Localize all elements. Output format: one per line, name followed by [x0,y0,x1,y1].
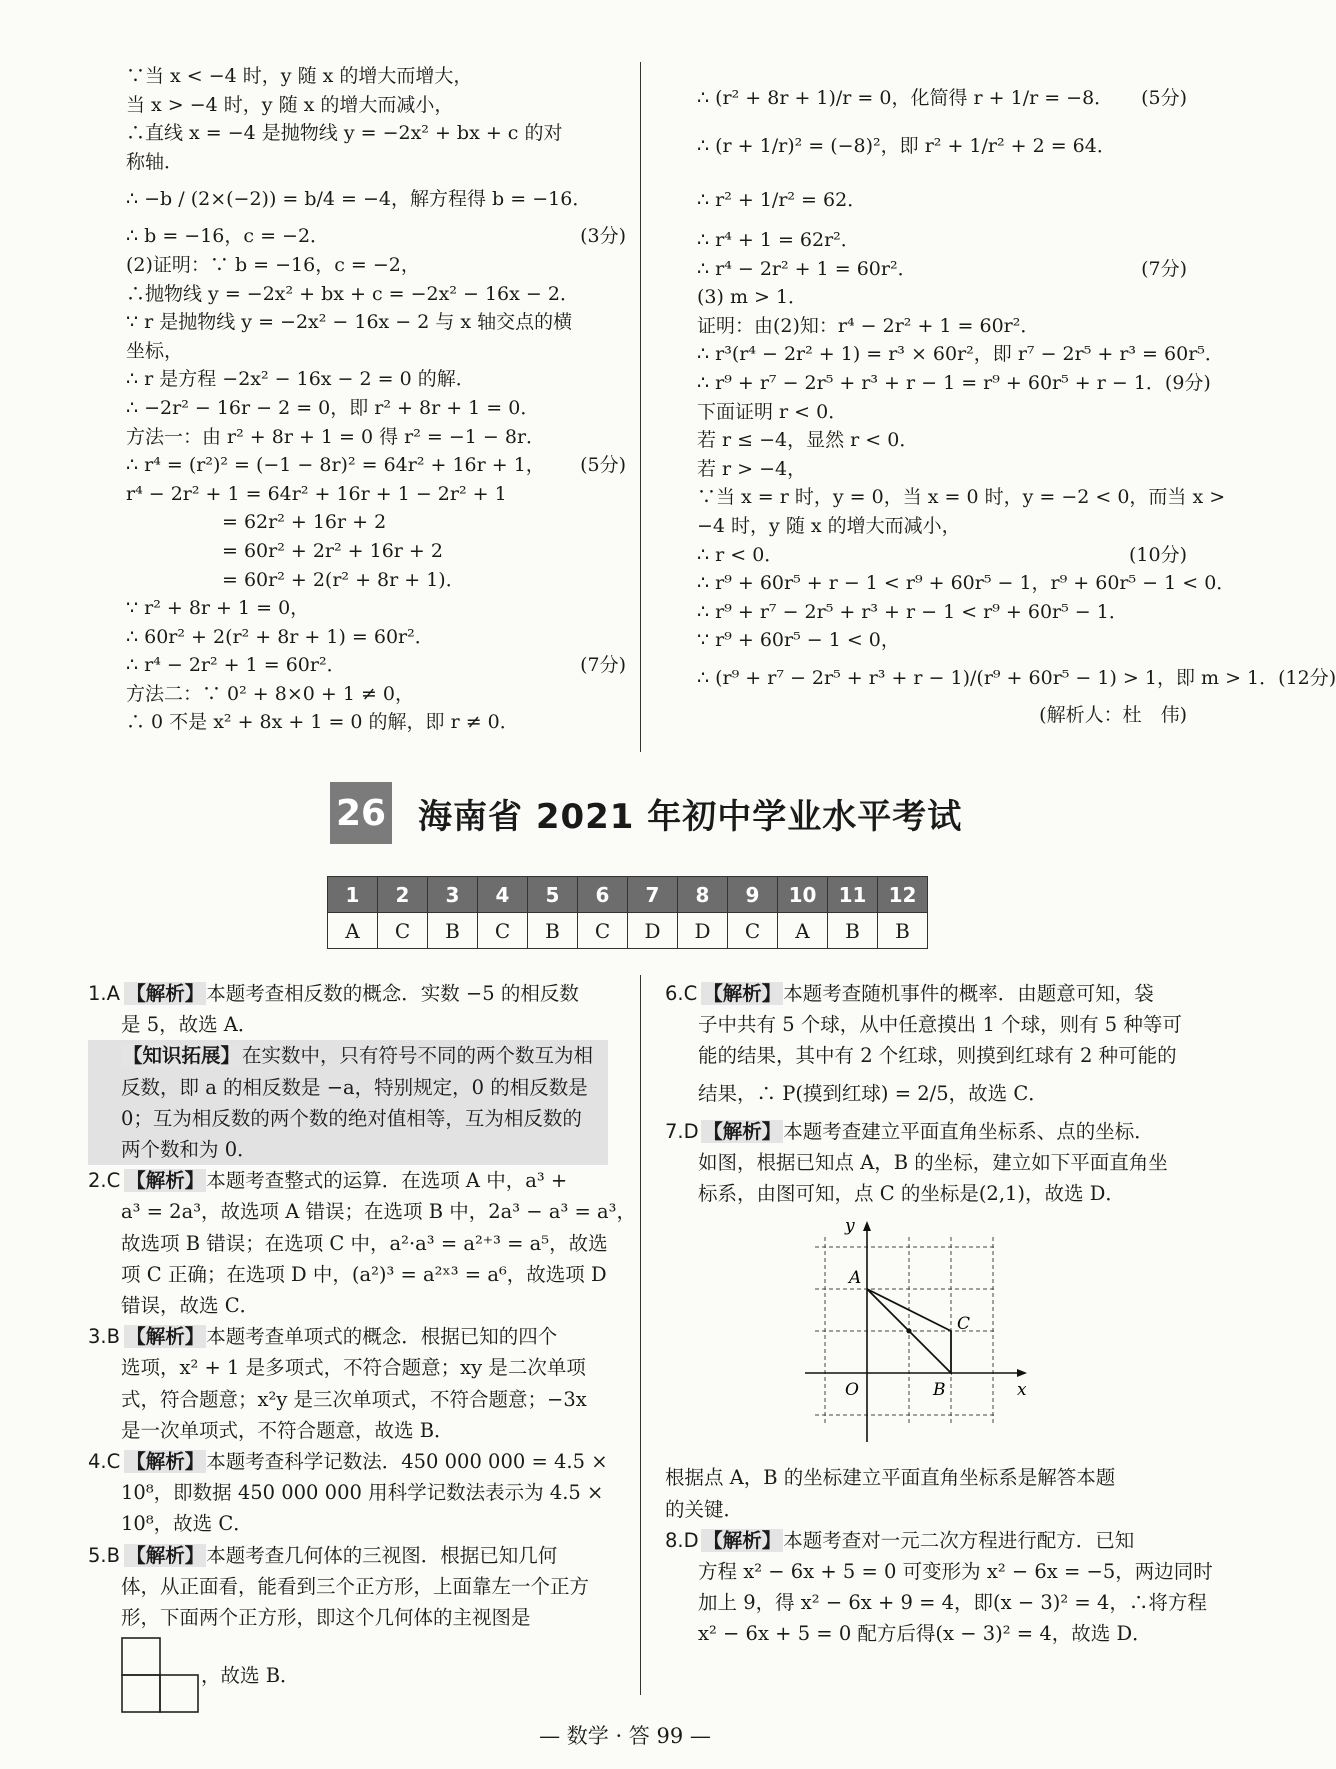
answer-cell: A [778,913,828,949]
midpoint-dot [907,1329,912,1334]
question-label: 8.D [665,1528,699,1552]
text-line: 若 r > −4， [697,457,807,480]
question-number-row [328,877,928,913]
question-number: 12 [878,877,928,913]
text-line: (3) m > 1． [697,286,808,309]
text-line: 若 r ≤ −4，显然 r < 0． [697,429,919,452]
answer-cell: B [428,913,478,949]
text-line-scored: ∴ r⁹ + r⁷ − 2r⁵ + r³ + r − 1 = r⁹ + 60r⁵ + r − 1． (9分) [697,369,1187,398]
question-label: 2.C [88,1169,121,1193]
page-footer: — 数学 · 答 99 — [539,1724,711,1748]
origin-label: O [845,1380,859,1401]
text-line: −4 时，y 随 x 的增大而减小， [697,514,961,537]
text-line: 坐标， [126,339,184,362]
text-line: 方法二：∵ 0² + 8×0 + 1 ≠ 0， [126,682,415,705]
text-line: ∴ 60r² + 2(r² + 8r + 1) = 60r²． [126,625,434,648]
question-number: 6 [578,877,628,913]
question-number: 2 [378,877,428,913]
question-number: 5 [528,877,578,913]
knowledge-extension: 【知识拓展】 在实数中，只有符号不同的两个数互为相 反数，即 a 的相反数是 −a，特别规定，0 的相反数是 0；互为相反数的两个数的绝对值相等，互为相反数的 两个数和为 0． [88,1040,608,1165]
text-line: 称轴． [126,150,184,173]
text-line: (2)证明：∵ b = −16，c = −2， [126,253,420,276]
author-credit: (解析人：杜 伟) [1039,703,1187,726]
score: (9分) [1164,371,1211,394]
bottom-right-square [160,1675,198,1712]
column-divider [640,62,641,752]
point-a-label: A [849,1268,862,1289]
analysis-tag: 【解析】 [703,1119,782,1143]
y-axis-label: y [845,1216,855,1237]
text-line-scored: ∴ r⁴ − 2r² + 1 = 60r²． (7分) [126,651,626,680]
score: (10分) [1128,543,1187,566]
question-label: 1.A [88,982,120,1005]
answer-cell: A [328,913,378,949]
score: (7分) [580,654,626,677]
coordinate-grid-figure [795,1217,1035,1447]
text-line: ∴ 0 不是 x² + 8x + 1 = 0 的解，即 r ≠ 0． [126,711,519,734]
score: (12分) [1278,666,1336,689]
x-axis-arrow [1017,1369,1027,1377]
answer-cell: B [878,913,928,949]
score: (7分) [1141,257,1187,280]
question-5: 5.B 【解析】 本题考查几何体的三视图．根据已知几何 体，从正面看，能看到三个正方形，上面靠左一个正方 形，下面两个正方形，即这个几何体的主视图是 ，故选 B． [88,1540,608,1714]
question-number: 11 [828,877,878,913]
text-line-scored: ∴ r⁴ − 2r² + 1 = 60r²． (7分) [697,255,1187,284]
column-divider [640,975,641,1695]
text-line: 当 x > −4 时，y 随 x 的增大而减小， [126,93,454,116]
answer-cell: B [528,913,578,949]
answer-cell: D [678,913,728,949]
question-label: 5.B [88,1543,120,1567]
question-6: 6.C 【解析】 本题考查随机事件的概率．由题意可知，袋 子中共有 5 个球，从中任意摸出 1 个球，则有 5 种等可 能的结果，其中有 2 个红球，则摸到红球有 2 种可能的 结果，∴ P(摸到红球) = 2/5，故选 C． [665,978,1190,1116]
explanations-right [665,978,1213,1650]
text-line-scored: ∴ (r⁹ + r⁷ − 2r⁵ + r³ + r − 1)/(r⁹ + 60r⁵ − 1) > 1，即 m > 1． (12分) [697,655,1187,701]
text-line: ∵当 x < −4 时，y 随 x 的增大而增大， [126,65,473,87]
analysis-tag: 【解析】 [126,1169,205,1193]
bottom-left-square [122,1675,160,1712]
analysis-tag: 【解析】 [703,1528,782,1552]
question-label: 4.C [88,1450,121,1474]
analysis-tag: 【解析】 [126,982,205,1005]
solution-top-left [126,62,626,737]
answer-table [327,876,928,949]
text-line: 下面证明 r < 0． [697,400,848,423]
question-7: 7.D 【解析】 本题考查建立平面直角坐标系、点的坐标． 如图，根据已知点 A，B 的坐标，建立如下平面直角坐 标系，由图可知，点 C 的坐标是(2,1)，故选 D． y x O A B C 根据点 A，B 的坐标建立平面直角坐标系是解答本题 的关键． [665,1116,1190,1525]
question-4: 4.C 【解析】 本题考查科学记数法．450 000 000 = 4.5 × 10⁸，即数据 450 000 000 用科学记数法表示为 4.5 × 10⁸，故选 C． [88,1446,608,1540]
question-label: 3.B [88,1325,120,1349]
analysis-tag: 【解析】 [126,1543,205,1567]
explanations-left [88,978,636,1713]
text-line: ∴ r⁹ + r⁷ − 2r⁵ + r³ + r − 1 < r⁹ + 60r⁵ − 1． [697,600,1128,623]
text-line: ∴抛物线 y = −2x² + bx + c = −2x² − 16x − 2． [126,282,579,305]
text-line-scored: ∴ r⁴ = (r²)² = (−1 − 8r)² = 64r² + 16r + 1， (5分) [126,451,626,480]
text-line-scored: ∴ (r² + 8r + 1)/r = 0，化简得 r + 1/r = −8． (5分) [697,78,1187,118]
question-number: 3 [428,877,478,913]
text-line: 证明：由(2)知：r⁴ − 2r² + 1 = 60r²． [697,314,1040,337]
question-label: 6.C [665,982,698,1005]
score: (3分) [580,225,626,248]
text-line: ∴ −b / (2×(−2)) = b/4 = −4，解方程得 b = −16． [126,188,592,211]
text-line: r⁴ − 2r² + 1 = 64r² + 16r + 1 − 2r² + 1 [126,482,507,505]
solution-top-right [697,78,1336,730]
text-line: = 60r² + 2r² + 16r + 2 [222,539,443,562]
text-line-scored: ∴ r < 0． (10分) [697,541,1187,570]
question-number: 8 [678,877,728,913]
text-line: ∵ r² + 8r + 1 = 0， [126,597,310,620]
text-line: ∴ r² + 1/r² = 62． [697,189,867,211]
question-number: 1 [328,877,378,913]
answer-cell: B [828,913,878,949]
analysis-tag: 【解析】 [703,982,782,1005]
top-square [122,1638,160,1675]
question-number: 10 [778,877,828,913]
question-number: 7 [628,877,678,913]
text-line: ∵当 x = r 时，y = 0，当 x = 0 时，y = −2 < 0，而当 x > [697,486,1226,509]
front-view-figure: ，故选 B． [88,1637,608,1713]
text-line: ∵ r 是抛物线 y = −2x² − 16x − 2 与 x 轴交点的横 [126,311,573,334]
text-line: ∴ −2r² − 16r − 2 = 0，即 r² + 8r + 1 = 0． [126,396,540,419]
point-c-label: C [957,1314,971,1335]
answer-row [328,913,928,949]
y-axis-arrow [863,1221,871,1231]
text-line: = 62r² + 16r + 2 [222,511,387,534]
score: (5分) [1141,87,1187,109]
analysis-tag: 【解析】 [126,1325,205,1349]
analysis-tag: 【解析】 [126,1450,205,1474]
question-3: 3.B 【解析】 本题考查单项式的概念．根据已知的四个 选项，x² + 1 是多项式，不符合题意；xy 是二次单项 式，符合题意；x²y 是三次单项式，不符合题意；−3x 是一次单项式，不符合题意，故选 B． [88,1321,608,1446]
section-heading: 海南省 2021 年初中学业水平考试 [418,796,963,837]
question-number: 4 [478,877,528,913]
text-line-scored: ∴ b = −16，c = −2． (3分) [126,222,626,251]
extension-tag: 【知识拓展】 [123,1044,241,1068]
x-axis-label: x [1017,1380,1027,1401]
text-line: ∵ r⁹ + 60r⁵ − 1 < 0， [697,629,900,652]
text-line: ∴ r⁹ + 60r⁵ + r − 1 < r⁹ + 60r⁵ − 1，r⁹ + 60r⁵ − 1 < 0． [697,572,1236,595]
score: (5分) [580,454,626,477]
answer-cell: D [628,913,678,949]
answer-cell: C [378,913,428,949]
answer-cell: C [578,913,628,949]
question-number: 9 [728,877,778,913]
text-line: ∴ r⁴ + 1 = 62r²． [697,229,860,251]
section-number: 26 [330,782,392,844]
question-1: 1.A 【解析】 本题考查相反数的概念．实数 −5 的相反数 是 5，故选 A． 【知识拓展】 在实数中，只有符号不同的两个数互为相 反数，即 a 的相反数是 −a，特别规定，0 的相反数是 0；互为相反数的两个数的绝对值相等，互为相反数的 两个数和为 0． [88,978,608,1165]
three-squares-figure [121,1637,201,1713]
question-8: 8.D 【解析】 本题考查对一元二次方程进行配方．已知 方程 x² − 6x + 5 = 0 可变形为 x² − 6x = −5，两边同时 加上 9，得 x² − 6x + 9 = 4，即(x − 3)² = 4，∴将方程 x² − 6x + 5 = 0 配方后得(x − 3)² = 4，故选 D． [665,1525,1190,1650]
section-title [330,782,962,844]
text-line: = 60r² + 2(r² + 8r + 1)． [222,568,465,591]
question-label: 7.D [665,1119,699,1143]
question-2: 2.C 【解析】 本题考查整式的运算．在选项 A 中，a³ + a³ = 2a³，故选项 A 错误；在选项 B 中，2a³ − a³ = a³， 故选项 B 错误；在选项 C 中，a²·a³ = a²⁺³ = a⁵，故选 项 C 正确；在选项 D 中，(a²)³ = a²ˣ³ = a⁶，故选项 D 错误，故选 C． [88,1165,608,1321]
point-b-label: B [933,1380,946,1401]
answer-cell: C [728,913,778,949]
text-line: ∴直线 x = −4 是抛物线 y = −2x² + bx + c 的对 [126,122,563,145]
answer-cell: C [478,913,528,949]
text-line: ∴ r 是方程 −2x² − 16x − 2 = 0 的解． [126,368,475,391]
text-line: 方法一：由 r² + 8r + 1 = 0 得 r² = −1 − 8r． [126,425,546,448]
text-line: ∴ (r + 1/r)² = (−8)²，即 r² + 1/r² + 2 = 64． [697,135,1116,157]
text-line: ∴ r³(r⁴ − 2r² + 1) = r³ × 60r²，即 r⁷ − 2r⁵ + r³ = 60r⁵． [697,343,1224,366]
